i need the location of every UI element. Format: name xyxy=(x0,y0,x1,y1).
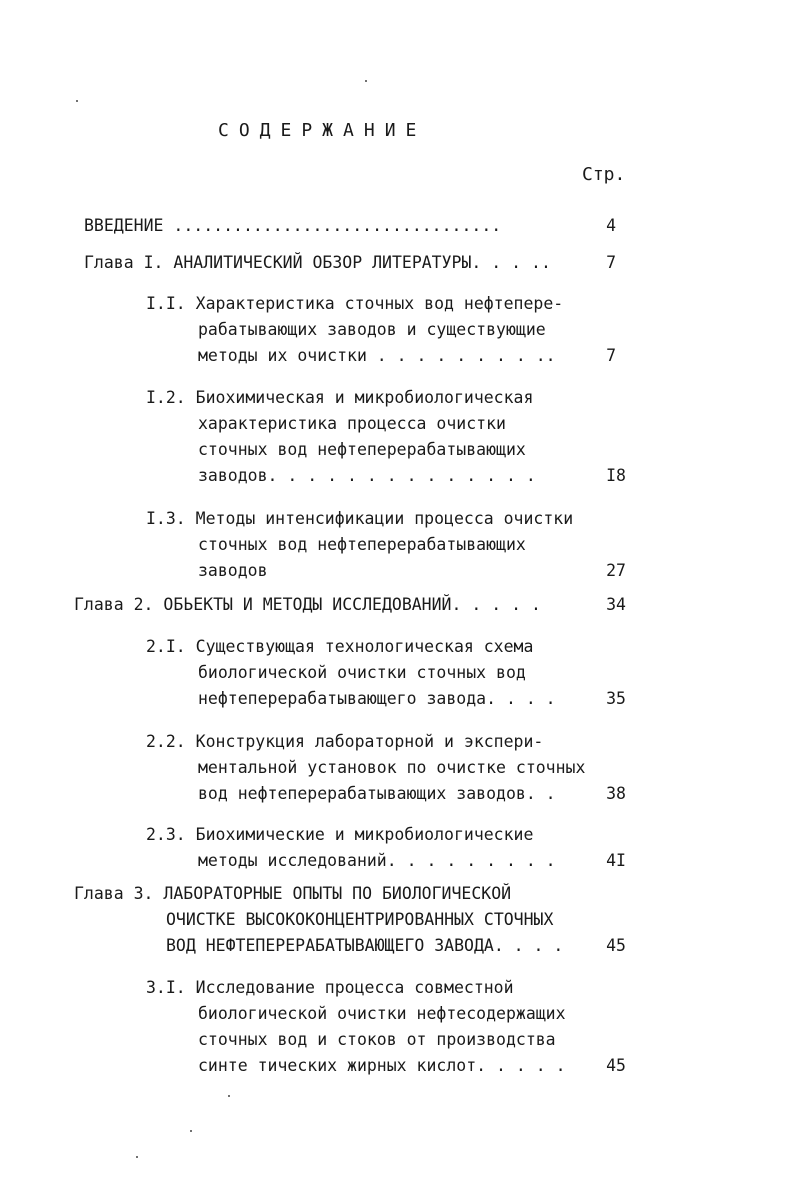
toc-entry-1-2-line-2: характеристика процесса очистки xyxy=(198,414,506,433)
toc-page-chapter-2: 34 xyxy=(606,595,626,614)
toc-entry-3-1-line-3: сточных вод и стоков от производства xyxy=(198,1030,556,1049)
toc-entry-2-2-line-3: вод нефтеперерабатывающих заводов. . xyxy=(198,784,556,803)
toc-page-2-1: 35 xyxy=(606,689,626,708)
toc-entry-chapter-3-line-1: Глава 3. ЛАБОРАТОРНЫЕ ОПЫТЫ ПО БИОЛОГИЧЕСКОЙ xyxy=(74,884,512,903)
toc-entry-2-3-line-2: методы исследований. . . . . . . . . xyxy=(198,851,556,870)
toc-entry-chapter-2: Глава 2. ОБЬЕКТЫ И МЕТОДЫ ИССЛЕДОВАНИЙ. . . . . xyxy=(74,595,541,614)
scan-speck xyxy=(136,1156,138,1158)
toc-entry-1-1-line-3: методы их очистки . . . . . . . . .. xyxy=(198,346,556,365)
toc-entry-2-1-line-3: нефтеперерабатывающего завода. . . . xyxy=(198,689,556,708)
toc-page-2-2: 38 xyxy=(606,784,626,803)
toc-page-introduction: 4 xyxy=(606,216,616,235)
scan-speck xyxy=(190,1130,192,1132)
toc-entry-3-1-line-2: биологической очистки нефтесодержащих xyxy=(198,1004,566,1023)
toc-entry-2-3-line-1: 2.3. Биохимические и микробиологические xyxy=(146,825,534,844)
toc-entry-1-1-line-1: I.I. Характеристика сточных вод нефтепере- xyxy=(146,294,564,313)
toc-entry-chapter-3-line-3: ВОД НЕФТЕПЕРЕРАБАТЫВАЮЩЕГО ЗАВОДА. . . . xyxy=(166,936,564,955)
toc-entry-1-3-line-1: I.3. Методы интенсификации процесса очистки xyxy=(146,509,574,528)
toc-page-2-3: 4I xyxy=(606,851,626,870)
toc-entry-1-3-line-3: заводов xyxy=(198,561,268,580)
toc-page-3-1: 45 xyxy=(606,1056,626,1075)
toc-entry-3-1-line-1: 3.I. Исследование процесса совместной xyxy=(146,978,514,997)
toc-page-1-2: I8 xyxy=(606,466,626,485)
toc-entry-introduction: ВВЕДЕНИЕ ................................. xyxy=(84,216,502,235)
toc-entry-1-2-line-3: сточных вод нефтеперерабатывающих xyxy=(198,440,526,459)
toc-page-chapter-1: 7 xyxy=(606,253,616,272)
toc-entry-chapter-3-line-2: ОЧИСТКЕ ВЫСОКОКОНЦЕНТРИРОВАННЫХ СТОЧНЫХ xyxy=(166,910,554,929)
page-title: СОДЕРЖАНИЕ xyxy=(218,120,427,141)
toc-entry-1-1-line-2: рабатывающих заводов и существующие xyxy=(198,320,546,339)
toc-page-chapter-3: 45 xyxy=(606,936,626,955)
scan-speck xyxy=(365,80,367,82)
page-column-label: Стр. xyxy=(582,164,626,185)
toc-entry-1-2-line-4: заводов. . . . . . . . . . . . . . xyxy=(198,466,536,485)
toc-entry-2-2-line-1: 2.2. Конструкция лабораторной и экспери- xyxy=(146,732,544,751)
toc-entry-1-2-line-1: I.2. Биохимическая и микробиологическая xyxy=(146,388,534,407)
toc-entry-1-3-line-2: сточных вод нефтеперерабатывающих xyxy=(198,535,526,554)
scan-speck xyxy=(76,100,78,102)
toc-entry-2-1-line-1: 2.I. Существующая технологическая схема xyxy=(146,637,534,656)
toc-entry-3-1-line-4: синте тических жирных кислот. . . . . xyxy=(198,1056,566,1075)
toc-entry-2-1-line-2: биологической очистки сточных вод xyxy=(198,663,526,682)
scan-speck xyxy=(228,1095,230,1097)
toc-entry-2-2-line-2: ментальной установок по очистке сточных xyxy=(198,758,586,777)
toc-entry-chapter-1: Глава I. АНАЛИТИЧЕСКИЙ ОБЗОР ЛИТЕРАТУРЫ. . . .. xyxy=(84,253,551,272)
toc-page-1-3: 27 xyxy=(606,561,626,580)
toc-page-1-1: 7 xyxy=(606,346,616,365)
